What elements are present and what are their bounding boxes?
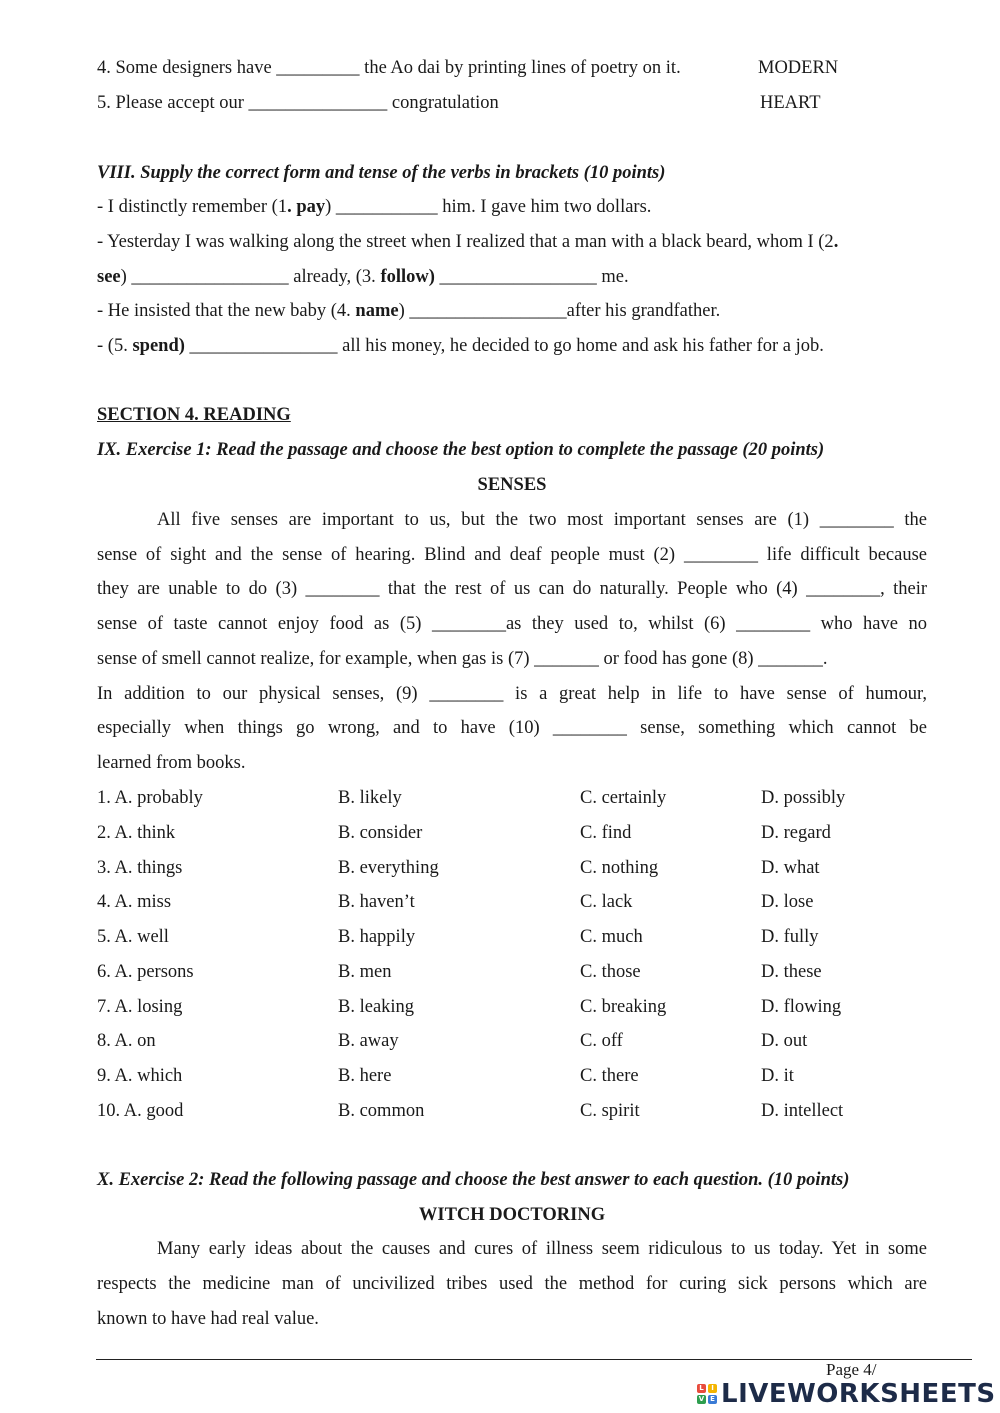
option-d[interactable]: D. possibly bbox=[761, 788, 846, 808]
option-b[interactable]: B. happily bbox=[338, 927, 416, 947]
option-d[interactable]: D. regard bbox=[761, 823, 831, 843]
passage-line: All five senses are important to us, but the two most important senses are (1) ________ the bbox=[157, 510, 927, 530]
option-a[interactable]: 7. A. losing bbox=[97, 997, 183, 1017]
logo-tile: V bbox=[698, 1395, 705, 1403]
option-a[interactable]: 9. A. which bbox=[97, 1066, 183, 1086]
logo-tile: E bbox=[708, 1395, 717, 1404]
option-d[interactable]: D. flowing bbox=[761, 997, 842, 1017]
logo-text: LIVEWORKSHEETS bbox=[721, 1379, 996, 1409]
option-a[interactable]: 4. A. miss bbox=[97, 892, 172, 912]
option-a[interactable]: 3. A. things bbox=[97, 858, 183, 878]
passage-line: especially when things go wrong, and to have (10) ________ sense, something which cannot be bbox=[97, 718, 927, 738]
passage-2-line: respects the medicine man of uncivilized tribes used the method for curing sick persons which are bbox=[97, 1274, 927, 1294]
passage-line: they are unable to do (3) ________ that the rest of us can do naturally. People who (4) ________, their bbox=[97, 579, 927, 599]
option-b[interactable]: B. here bbox=[338, 1066, 392, 1086]
option-d[interactable]: D. these bbox=[761, 962, 822, 982]
passage-2-line: Many early ideas about the causes and cures of illness seem ridiculous to us today. Yet in some bbox=[157, 1239, 927, 1259]
word-form-cue-4: MODERN bbox=[758, 58, 839, 78]
logo-tiles-icon bbox=[697, 1384, 717, 1404]
option-c[interactable]: C. breaking bbox=[580, 997, 667, 1017]
logo-tile: I bbox=[708, 1384, 717, 1393]
question-4-row: 4. Some designers have _________ the Ao dai by printing lines of poetry on it. bbox=[97, 58, 681, 78]
option-c[interactable]: C. there bbox=[580, 1066, 639, 1086]
option-c[interactable]: C. those bbox=[580, 962, 641, 982]
option-b[interactable]: B. consider bbox=[338, 823, 423, 843]
exercise-1-title: IX. Exercise 1: Read the passage and choose the best option to complete the passage (20 points) bbox=[97, 440, 825, 460]
option-a[interactable]: 1. A. probably bbox=[97, 788, 203, 808]
liveworksheets-logo[interactable] bbox=[697, 1378, 996, 1410]
passage-2-line: known to have had real value. bbox=[97, 1309, 319, 1329]
passage-title-witch-doctoring: WITCH DOCTORING bbox=[418, 1205, 606, 1225]
option-c[interactable]: C. lack bbox=[580, 892, 633, 912]
option-d[interactable]: D. what bbox=[761, 858, 820, 878]
option-b[interactable]: B. leaking bbox=[338, 997, 415, 1017]
option-a[interactable]: 5. A. well bbox=[97, 927, 169, 947]
option-c[interactable]: C. off bbox=[580, 1031, 623, 1051]
option-b[interactable]: B. away bbox=[338, 1031, 399, 1051]
word-form-cue-5: HEART bbox=[760, 93, 821, 113]
logo-tile: L bbox=[697, 1384, 706, 1393]
exercise-2-title: X. Exercise 2: Read the following passage and choose the best answer to each question. (10 points) bbox=[97, 1170, 850, 1190]
option-b[interactable]: B. common bbox=[338, 1101, 425, 1121]
page-number: Page 4/ bbox=[826, 1360, 877, 1379]
option-c[interactable]: C. spirit bbox=[580, 1101, 640, 1121]
option-b[interactable]: B. everything bbox=[338, 858, 439, 878]
passage-line: In addition to our physical senses, (9) ________ is a great help in life to have sense of humour, bbox=[97, 684, 927, 704]
option-d[interactable]: D. intellect bbox=[761, 1101, 844, 1121]
option-c[interactable]: C. much bbox=[580, 927, 643, 947]
option-c[interactable]: C. find bbox=[580, 823, 632, 843]
section-8-title: VIII. Supply the correct form and tense of the verbs in brackets (10 points) bbox=[97, 163, 666, 183]
option-a[interactable]: 10. A. good bbox=[97, 1101, 184, 1121]
verb-item-4: - (5. spend) ________________ all his money, he decided to go home and ask his father for a job. bbox=[97, 336, 824, 356]
option-d[interactable]: D. it bbox=[761, 1066, 794, 1086]
option-d[interactable]: D. fully bbox=[761, 927, 819, 947]
option-a[interactable]: 6. A. persons bbox=[97, 962, 194, 982]
verb-item-1: - I distinctly remember (1. pay) ___________ him. I gave him two dollars. bbox=[97, 197, 652, 217]
option-b[interactable]: B. men bbox=[338, 962, 392, 982]
verb-item-2-line-2: see) _________________ already, (3. follow) _________________ me. bbox=[97, 267, 629, 287]
option-a[interactable]: 8. A. on bbox=[97, 1031, 156, 1051]
option-c[interactable]: C. nothing bbox=[580, 858, 659, 878]
option-d[interactable]: D. out bbox=[761, 1031, 808, 1051]
verb-item-3: - He insisted that the new baby (4. name) _________________after his grandfather. bbox=[97, 301, 721, 321]
option-a[interactable]: 2. A. think bbox=[97, 823, 176, 843]
option-c[interactable]: C. certainly bbox=[580, 788, 667, 808]
section-4-heading: SECTION 4. READING bbox=[97, 405, 291, 425]
option-d[interactable]: D. lose bbox=[761, 892, 814, 912]
passage-title-senses: SENSES bbox=[477, 475, 547, 495]
passage-line: learned from books. bbox=[97, 753, 246, 773]
passage-line: sense of smell cannot realize, for example, when gas is (7) _______ or food has gone (8) _______. bbox=[97, 649, 828, 669]
question-5-row: 5. Please accept our _______________ congratulation bbox=[97, 93, 499, 113]
option-b[interactable]: B. haven’t bbox=[338, 892, 415, 912]
option-b[interactable]: B. likely bbox=[338, 788, 402, 808]
passage-line: sense of sight and the sense of hearing. Blind and deaf people must (2) ________ life difficult because bbox=[97, 545, 927, 565]
passage-line: sense of taste cannot enjoy food as (5) ________as they used to, whilst (6) ________ who have no bbox=[97, 614, 927, 634]
verb-item-2-line-1: - Yesterday I was walking along the street when I realized that a man with a black beard, whom I (2. bbox=[97, 232, 839, 252]
